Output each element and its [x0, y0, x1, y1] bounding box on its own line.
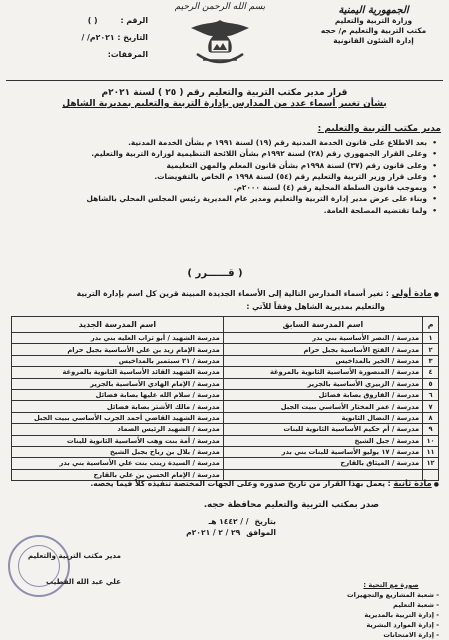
decision-title: [40, 88, 409, 110]
hijri-date-label: بتاريخ: [254, 517, 276, 526]
preamble-list: [16, 137, 437, 216]
article-one: [14, 287, 441, 313]
table-row: ١ مدرسة / النصر الأساسية بني بدر مدرسة الشهيد / أبو تراب العليه بني بدر: [12, 333, 439, 344]
article-one-label: مادة أولى: [391, 288, 432, 298]
country-name: الجمهورية اليمنية: [338, 5, 409, 16]
date-label: التاريخ :: [117, 33, 148, 42]
schools-table: [11, 316, 439, 481]
copies-heading: صورة مع التحية :: [363, 581, 419, 589]
table-row: ١٠ مدرسة / جبل الشيخ مدرسة / أمة بنت وهب الأساسية الثانوية للبنات: [12, 435, 439, 446]
preamble-item: •بعد الاطلاع على قانون الخدمة المدنية رقم (١٩) لسنة ١٩٩١ م بشأن الخدمة المدنية.: [128, 138, 437, 147]
bullet-icon: ●: [433, 481, 439, 488]
basmala: بسم الله الرحمن الرحيم: [174, 2, 266, 12]
signatory-name: علي عبد الله القطيب: [46, 577, 121, 586]
header-divider: [6, 80, 443, 81]
copy-item: - شعبة التعليم: [393, 601, 439, 609]
preamble-item: •وعلى القرار الجمهوري رقم (٢٨) لسنة ١٩٩٢م بشأن اللائحة التنظيمية لوزارة التربية والتعليم.: [91, 149, 437, 159]
signatory-title: مدير مكتب التربية والتعليم: [27, 551, 121, 560]
copies-list: [343, 580, 439, 640]
copy-item: - إدارة الامتحانات: [383, 631, 439, 639]
copy-item: - شعبة المشاريع والتجهيزات: [347, 591, 439, 599]
attachments-label: المرفقات:: [107, 50, 148, 59]
ministry-line-3: إدارة الشئون القانونية: [333, 36, 414, 45]
article-two: [14, 478, 441, 488]
table-row: ٥ مدرسة / الزبيري الأساسية بالجرير مدرسة / الإمام الهادي الأساسية بالجرير: [12, 378, 439, 389]
signature-block: [6, 535, 121, 595]
table-row: ٣ مدرسة / الخير بالمداخيس مدرسة / ٢١ سبتمبر بالمداخيس: [12, 355, 439, 366]
eagle-emblem-icon: [187, 14, 253, 70]
table-row: ١١ مدرسة / ١٧ يوليو الأساسية للبنات بني بدر مدرسة / بلال بن رباح بجبل الشيخ: [12, 446, 439, 457]
number-label: الرقم :: [120, 16, 148, 25]
article-one-text-2: والتعليم بمديرية الشاهل وفقاً للآتي :: [246, 302, 385, 311]
hijri-date-value: / / ١٤٤٢ هـ: [208, 517, 249, 526]
table-row: ٧ مدرسة / عمر المختار الأساسي ببيت الجبل مدرسة / مالك الأشتر بصابة فضائل: [12, 401, 439, 412]
emblem-block: [170, 2, 270, 74]
bullet-icon: ●: [433, 291, 439, 298]
col-header-number: م: [423, 317, 439, 333]
table-row: ٦ مدرسة / الفاروق بصابة فضائل مدرسة / سلام الله عليها بصابة فضائل: [12, 389, 439, 400]
preamble-item: •وبناء على عرض مدير إدارة التربية والتعليم ومدير عام المديرية رئيس المجلس المحلي بالشاهل: [86, 194, 437, 204]
greg-date-label: الموافق: [246, 528, 276, 537]
date-value: / /٢٠٢١م: [81, 33, 115, 42]
table-row: مدرسة / الإمام الحسن بن علي بالقارح: [12, 469, 439, 480]
table-row: ٩ مدرسة / أم حكيم الأساسية الثانوية للبنات مدرسة / الشهيد الرئيس الصماد: [12, 424, 439, 435]
issue-date: [166, 516, 276, 538]
table-row: ١٢ مدرسة / الميثاق بالقارح مدرسة / السيدة زينب بنت علي الأساسية بني بدر: [12, 458, 439, 469]
decision-heading: ( قــــــرر ): [187, 268, 243, 279]
title-line-2: بشأن تغيير أسماء عدد من المدارس بإدارة التربية والتعليم بمديرية الشاهل: [62, 99, 387, 109]
table-row: ٤ مدرسة / المنصورة الأساسية الثانوية بالمروغة مدرسة الشهيد القائد الأساسية الثانوية بالمروغة: [12, 367, 439, 378]
col-header-new-name: اسم المدرسة الجديد: [12, 317, 224, 333]
issuer-heading: مدير مكتب التربية والتعليم :: [317, 124, 441, 134]
copy-item: - إدارة الموارد البشرية: [366, 621, 439, 629]
article-two-label: مادة ثانية: [393, 478, 432, 488]
ministry-line-1: وزارة التربية والتعليم: [334, 16, 413, 25]
reference-block: [8, 12, 148, 63]
number-value: ( ): [87, 16, 98, 25]
issued-at: صدر بمكتب التربية والتعليم محافظة حجه.: [203, 500, 379, 510]
ministry-header: [306, 6, 441, 46]
preamble-item: •ولما تقتضيه المصلحة العامة.: [323, 205, 437, 215]
table-row: ٨ مدرسة / النضال الثانوية مدرسة الشهيد القاضي أحمد الجرب الأساسي ببيت الجبل: [12, 412, 439, 423]
preamble-item: •وبموجب قانون السلطة المحلية رقم (٤) لسنة ٢٠٠٠م.: [233, 183, 437, 193]
article-one-text: : تغير أسماء المدارس التالية إلى الأسماء الجديدة المبينة قرين كل اسم بإدارة التربية: [76, 289, 389, 298]
copy-item: - إدارة التربية بالمديرية: [364, 611, 439, 619]
preamble-item: •وعلى قرار وزير التربية والتعليم رقم (٥٤) لسنة ١٩٩٨ م الخاص بالتفويضات.: [154, 171, 437, 181]
table-header-row: [12, 317, 439, 333]
title-line-1: قرار مدير مكتب التربية والتعليم رقم ( ٢٥ ) لسنة ٢٠٢١م: [101, 88, 348, 98]
greg-date-value: ٢٩ / ٢ / ٢٠٢١م: [186, 528, 241, 537]
preamble-item: •وعلى قانون رقم (٣٧) لسنة ١٩٩٨م بشأن قانون المعلم والمهن التعليمية: [166, 160, 437, 170]
col-header-old-name: اسم المدرسة السابق: [223, 317, 422, 333]
ministry-line-2: مكتب التربية والتعليم م/ حجه: [320, 26, 427, 35]
article-two-text: : يعمل بهذا القرار من تاريخ صدوره وعلى الجهات المختصة تنفيذه كلاً فيما يخصه.: [90, 479, 391, 488]
table-row: ٢ مدرسة / الفتح الأساسية بجبل حرام مدرسة الإمام زيد بن علي الأساسية بجبل حرام: [12, 344, 439, 355]
